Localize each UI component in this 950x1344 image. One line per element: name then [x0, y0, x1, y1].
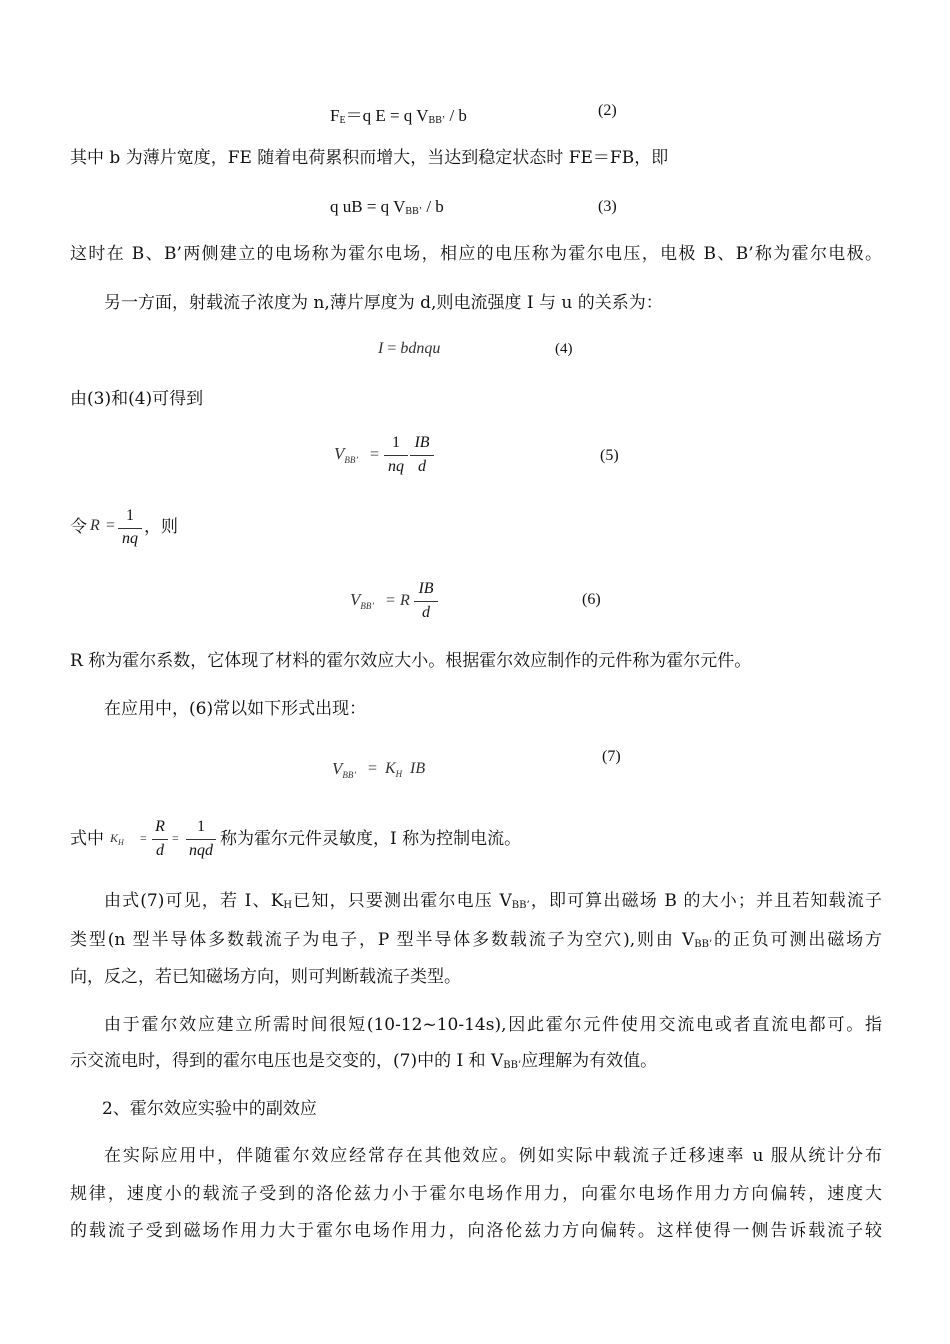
paragraph-11-line-2: 规律，速度小的载流子受到的洛伦兹力小于霍尔电场作用力，向霍尔电场作用力方向偏转，速度大 — [70, 1184, 882, 1204]
equation-2-number: (2) — [598, 102, 617, 119]
document-page: $F_E=q$ E = q $V_{BB’}$ / b (2) 其中 b 为薄片宽度，FE 随着电荷累积而增大，当达到稳定状态时 FE＝FB，即 q uB = q $V_{BB’}$ / b (3) 这时在 B、B’两侧建立的电场称为霍尔电场，相应的电压称为霍尔电压，电极 B、B’称为霍尔电极。 另一方面，射载流子浓度为 n,薄片厚度为 d,则电流强度 I 与 u 的关系为： I = bdnqu (4) 由(3)和(4)可得到 $V_{BB’}$ = 1 nq IB d (5) 令 R = 1 nq ，则 $V_{BB’}$ = R IB d (6) R 称为霍尔系数，它体现了材料的霍尔效应大小。根据霍尔效应制作的元件称为霍尔元件。 在应用中，(6)常以如下形式出现： $V_{BB’}$ = $K_H$ IB (7) 式中 $K_H$ = R d = 1 nqd 称为霍尔元件灵敏度，I 称为控制电流。 由式(7)可见，若 I、$K_H$已知，只要测出霍尔电压 $V_{BB’}$，即可算出磁场 B 的大小；并且若知载流子 类型(n 型半导体多数载流子为电子，P 型半导体多数载流子为空穴),则由 $V_{BB’}$的正负可测出磁场方 向，反之，若已知磁场方向，则可判断载流子类型。 由于霍尔效应建立所需时间很短(10-12~10-14s),因此霍尔元件使用交流电或者直流电都可。指 示交流电时，得到的霍尔电压也是交变的，(7)中的 I 和 $V_{BB’}$应理解为有效值。 2、霍尔效应实验中的副效应 在实际应用中，伴随霍尔效应经常存在其他效应。例如实际中载流子迁移速率 u 服从统计分布 规律，速度小的载流子受到的洛伦兹力小于霍尔电场作用力，向霍尔电场作用力方向偏转，速度大 的载流子受到磁场作用力大于霍尔电场作用力，向洛伦兹力方向偏转。这样使得一侧告诉载流子较 — [70, 102, 883, 1241]
paragraph-2: 这时在 B、B’两侧建立的电场称为霍尔电场，相应的电压称为霍尔电压，电极 B、B’称为霍尔电极。 — [70, 244, 882, 264]
equation-3: q uB = q $V_{BB’}$ / b — [330, 197, 444, 217]
paragraph-10-line-2: 示交流电时，得到的霍尔电压也是交变的，(7)中的 I 和 $V_{BB’}$应理解为有效值。 — [70, 1051, 658, 1071]
equation-6-number: (6) — [582, 591, 601, 608]
paragraph-9-line-3: 向，反之，若已知磁场方向，则可判断载流子类型。 — [70, 967, 461, 987]
paragraph-3: 另一方面，射载流子浓度为 n,薄片厚度为 d,则电流强度 I 与 u 的关系为： — [104, 293, 663, 313]
paragraph-6: R 称为霍尔系数，它体现了材料的霍尔效应大小。根据霍尔效应制作的元件称为霍尔元件。 — [70, 651, 752, 671]
equation-7-number: (7) — [602, 748, 621, 765]
section-heading-2: 2、霍尔效应实验中的副效应 — [102, 1099, 317, 1119]
paragraph-1: 其中 b 为薄片宽度，FE 随着电荷累积而增大，当达到稳定状态时 FE＝FB，即 — [70, 148, 669, 168]
paragraph-7: 在应用中，(6)常以如下形式出现： — [104, 699, 367, 719]
equation-2: $F_E=q$ E = q $V_{BB’}$ / b — [330, 106, 467, 126]
paragraph-4: 由(3)和(4)可得到 — [70, 389, 204, 409]
equation-4: I = bdnqu — [378, 340, 441, 357]
paragraph-11-line-3: 的载流子受到磁场作用力大于霍尔电场作用力，向洛伦兹力方向偏转。这样使得一侧告诉载流子较 — [70, 1221, 882, 1241]
equation-5-number: (5) — [600, 447, 619, 464]
paragraph-11-line-1: 在实际应用中，伴随霍尔效应经常存在其他效应。例如实际中载流子迁移速率 u 服从统计分布 — [104, 1146, 882, 1166]
paragraph-9-line-2: 类型(n 型半导体多数载流子为电子，P 型半导体多数载流子为空穴),则由 $V_{BB’}$的正负可测出磁场方 — [70, 930, 883, 950]
paragraph-10-line-1: 由于霍尔效应建立所需时间很短(10-12~10-14s),因此霍尔元件使用交流电或者直流电都可。指 — [104, 1015, 882, 1035]
paragraph-9-line-1: 由式(7)可见，若 I、$K_H$已知，只要测出霍尔电压 $V_{BB’}$，即可算出磁场 B 的大小；并且若知载流子 — [104, 891, 882, 911]
equation-3-number: (3) — [598, 198, 617, 215]
equation-4-number: (4) — [555, 341, 573, 357]
